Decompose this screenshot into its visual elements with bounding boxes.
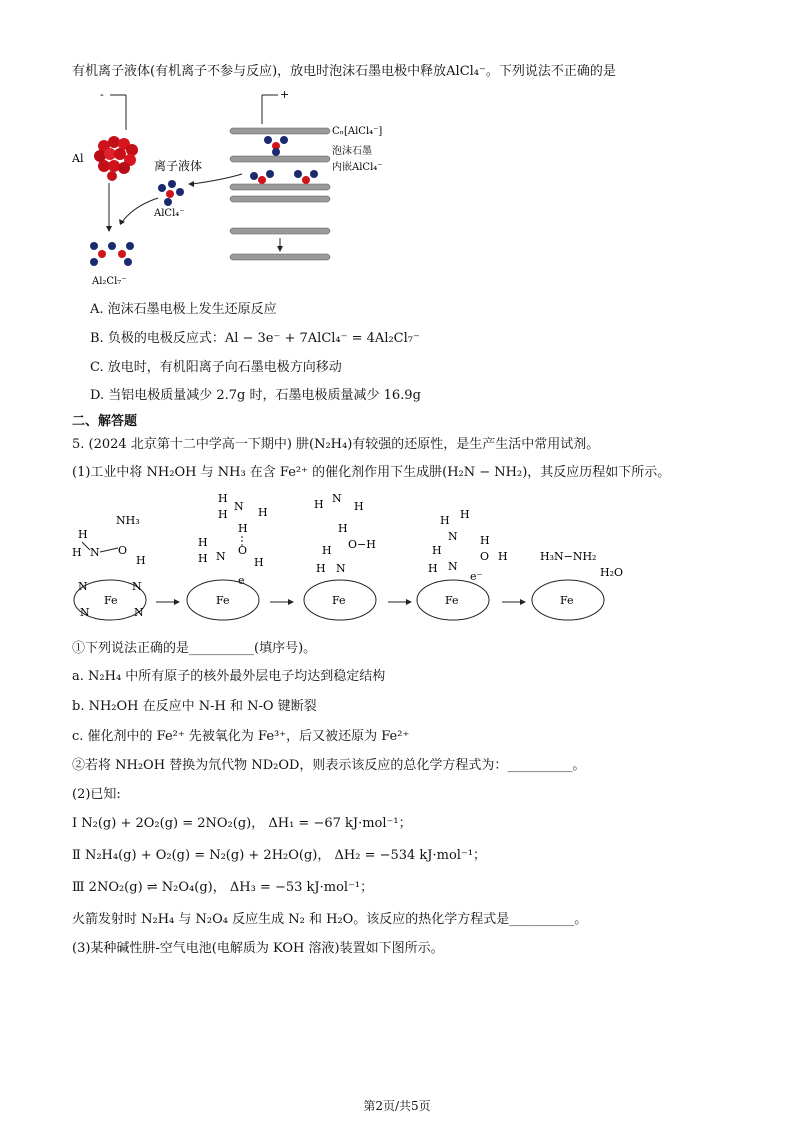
q5-option-a: a. N₂H₄ 中所有原子的核外最外层电子均达到稳定结构 [72, 669, 386, 684]
svg-text:H: H [254, 556, 264, 569]
svg-text:H: H [338, 522, 348, 535]
svg-text:O: O [238, 544, 248, 557]
svg-text:H: H [432, 544, 442, 557]
q5-part2: (2)已知: [72, 787, 121, 802]
h2o-label: H₂O [600, 566, 624, 579]
al-cluster [94, 136, 138, 181]
h3n-nh2-label: H₃N−NH₂ [540, 550, 597, 563]
al2cl7-ion [90, 242, 134, 266]
svg-text:N: N [336, 562, 346, 575]
svg-text:H: H [218, 508, 228, 521]
nh3-label: NH₃ [116, 514, 140, 527]
svg-text:H: H [322, 544, 332, 557]
equation-1: Ⅰ N₂(g) + 2O₂(g) = 2NO₂(g)， ΔH₁ = −67 kJ·mol⁻¹； [72, 816, 412, 831]
svg-text:N: N [80, 606, 90, 619]
equation-3: Ⅲ 2NO₂(g) ⇌ N₂O₄(g)， ΔH₃ = −53 kJ·mol⁻¹； [72, 880, 374, 895]
fe-4: Fe [445, 594, 459, 607]
svg-text:H: H [136, 554, 146, 567]
section-title: 二、解答题 [72, 414, 138, 429]
svg-text:N: N [448, 560, 458, 573]
q5-part1: (1)工业中将 NH₂OH 与 NH₃ 在含 Fe²⁺ 的催化剂作用下生成肼(H₂N − NH₂)，其反应历程如下所示。 [72, 465, 671, 480]
plus-sign: + [280, 88, 290, 101]
q4-option-c: C. 放电时，有机阳离子向石墨电极方向移动 [90, 360, 342, 375]
svg-text:H: H [238, 522, 248, 535]
graphite-label-2: 内嵌AlCl₄⁻ [332, 162, 383, 173]
svg-text:H: H [316, 562, 326, 575]
svg-text:O: O [480, 550, 490, 563]
q5-option-c: c. 催化剂中的 Fe²⁺ 先被氧化为 Fe³⁺，后又被还原为 Fe²⁺ [72, 729, 410, 744]
graphite-label-1: 泡沫石墨 [332, 146, 372, 157]
q5-stem: 5. (2024 北京第十二中学高一下期中) 肼(N₂H₄)有较强的还原性，是生产生活中常用试剂。 [72, 437, 600, 452]
svg-text:N: N [134, 606, 144, 619]
svg-text:N: N [216, 550, 226, 563]
svg-text:e⁻: e⁻ [470, 570, 483, 583]
q5-option-b: b. NH₂OH 在反应中 N-H 和 N-O 键断裂 [72, 699, 317, 714]
q4-option-d: D. 当铝电极质量减少 2.7g 时，石墨电极质量减少 16.9g [90, 388, 421, 403]
battery-diagram [72, 88, 402, 288]
svg-text:H: H [480, 534, 490, 547]
svg-text:H: H [498, 550, 508, 563]
svg-text:H: H [354, 500, 364, 513]
svg-text:N: N [448, 530, 458, 543]
svg-text:H: H [72, 546, 82, 559]
mechanism-diagram [68, 488, 628, 628]
svg-text:H: H [428, 562, 438, 575]
fe-2: Fe [216, 594, 230, 607]
al2cl7-label: Al₂Cl₇⁻ [92, 276, 127, 287]
svg-text:H: H [218, 492, 228, 505]
oh-1: O−H [348, 538, 376, 551]
svg-text:H: H [198, 536, 208, 549]
svg-text:H: H [198, 552, 208, 565]
svg-text:N: N [332, 492, 342, 505]
alcl4-ion [158, 180, 184, 206]
equation-2: Ⅱ N₂H₄(g) + O₂(g) = N₂(g) + 2H₂O(g)， ΔH₂ = −534 kJ·mol⁻¹； [72, 848, 487, 863]
cn-label: Cₙ[AlCl₄⁻] [332, 126, 383, 137]
alcl4-label: AlCl₄⁻ [154, 208, 185, 219]
graphite-layers [230, 128, 330, 234]
svg-text:N: N [234, 500, 244, 513]
fe-1: Fe [104, 594, 118, 607]
svg-text:H: H [460, 508, 470, 521]
q5-sub2: ②若将 NH₂OH 替换为氘代物 ND₂OD，则表示该反应的总化学方程式为：__________。 [72, 758, 586, 773]
svg-text:N: N [78, 580, 88, 593]
q4-option-a: A. 泡沫石墨电极上发生还原反应 [90, 302, 277, 317]
svg-text:H: H [440, 514, 450, 527]
q5-part2-question: 火箭发射时 N₂H₄ 与 N₂O₄ 反应生成 N₂ 和 H₂O。该反应的热化学方程式是__________。 [72, 912, 588, 927]
svg-text:N: N [90, 546, 100, 559]
svg-text:H: H [314, 498, 324, 511]
q5-part3: (3)某种碱性肼-空气电池(电解质为 KOH 溶液)装置如下图所示。 [72, 941, 444, 956]
svg-text:N: N [132, 580, 142, 593]
q4-intro: 有机离子液体(有机离子不参与反应)，放电时泡沫石墨电极中释放AlCl₄⁻。下列说法不正确的是 [72, 64, 616, 79]
svg-text:H: H [258, 506, 268, 519]
svg-text:H: H [78, 528, 88, 541]
fe-3: Fe [332, 594, 346, 607]
fe-5: Fe [560, 594, 574, 607]
ionic-liquid-label: 离子液体 [154, 159, 203, 173]
q4-option-b: B. 负极的电极反应式：Al − 3e⁻ + 7AlCl₄⁻ = 4Al₂Cl₇⁻ [90, 331, 420, 346]
q5-sub1: ①下列说法正确的是__________(填序号)。 [72, 641, 317, 656]
svg-text:e: e [238, 574, 245, 587]
al-label: Al [72, 152, 84, 165]
page-footer: 第2页/共5页 [363, 1099, 431, 1113]
svg-text:O: O [118, 544, 128, 557]
minus-sign: - [100, 88, 104, 101]
